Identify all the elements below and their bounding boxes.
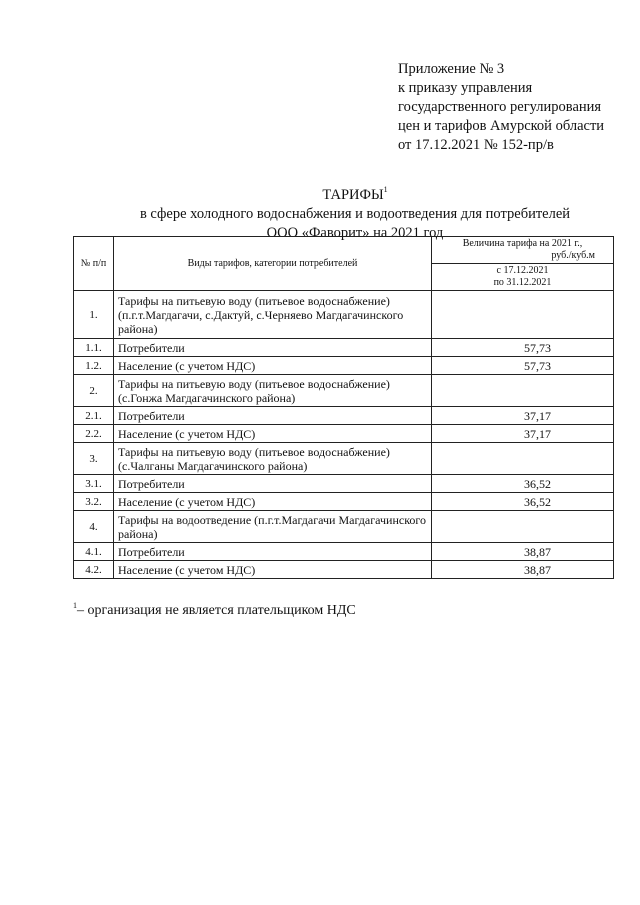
header-period-to: по 31.12.2021 — [493, 277, 552, 288]
header-num: № п/п — [74, 237, 114, 291]
row-value — [432, 543, 614, 561]
table-row — [74, 543, 614, 561]
header-value-unit: руб./куб.м — [551, 250, 595, 261]
row-value — [432, 561, 614, 579]
header-value — [432, 237, 614, 264]
row-num: 3. — [74, 443, 114, 475]
table-row — [74, 291, 614, 339]
footnote-mark: 1 — [383, 185, 388, 194]
row-kind: Потребители — [114, 407, 432, 425]
appendix-line: Приложение № 3 — [398, 61, 505, 77]
row-value — [432, 511, 614, 543]
row-kind: Потребители — [114, 543, 432, 561]
row-num: 4.1. — [74, 543, 114, 561]
table-row — [74, 425, 614, 443]
row-value — [432, 375, 614, 407]
row-kind: Потребители — [114, 475, 432, 493]
appendix-line: от 17.12.2021 № 152-пр/в — [398, 137, 554, 153]
row-num: 1.2. — [74, 357, 114, 375]
table-row — [74, 561, 614, 579]
table-row — [74, 407, 614, 425]
row-kind: Тарифы на питьевую воду (питьевое водоснабжение) (с.Гонжа Магдагачинского района) — [114, 375, 432, 407]
row-value — [432, 493, 614, 511]
table-row — [74, 339, 614, 357]
header-period — [432, 264, 614, 291]
row-kind: Население (с учетом НДС) — [114, 425, 432, 443]
table-row — [74, 357, 614, 375]
row-value — [432, 291, 614, 339]
row-value-text: 38,87 — [524, 544, 551, 559]
title-subtitle: в сфере холодного водоснабжения и водоотведения для потребителей — [139, 206, 571, 222]
row-num: 3.2. — [74, 493, 114, 511]
title-text: ТАРИФЫ — [322, 187, 384, 203]
row-num: 3.1. — [74, 475, 114, 493]
footnote-text: – организация не является плательщиком НДС — [77, 603, 356, 618]
row-num: 1. — [74, 291, 114, 339]
row-value — [432, 339, 614, 357]
row-value-text: 38,87 — [524, 562, 551, 577]
row-value — [432, 357, 614, 375]
tariffs-table — [73, 236, 614, 579]
row-value-text: 57,73 — [524, 340, 551, 355]
row-kind: Население (с учетом НДС) — [114, 357, 432, 375]
row-value-text: 37,17 — [524, 408, 551, 423]
row-value-text: 37,17 — [524, 426, 551, 441]
appendix-line: цен и тарифов Амурской области — [398, 118, 605, 134]
row-num: 2.1. — [74, 407, 114, 425]
row-num: 1.1. — [74, 339, 114, 357]
row-num: 2.2. — [74, 425, 114, 443]
row-kind: Тарифы на питьевую воду (питьевое водоснабжение) (с.Чалганы Магдагачинского района) — [114, 443, 432, 475]
row-num: 2. — [74, 375, 114, 407]
footnote-mark: 1 — [73, 601, 77, 610]
row-num: 4. — [74, 511, 114, 543]
footnote — [73, 598, 356, 619]
table-row — [74, 511, 614, 543]
row-value-text: 36,52 — [524, 494, 551, 509]
row-kind: Потребители — [114, 339, 432, 357]
header-period-from: с 17.12.2021 — [496, 265, 549, 276]
row-kind: Население (с учетом НДС) — [114, 493, 432, 511]
row-value-text: 57,73 — [524, 358, 551, 373]
row-value — [432, 425, 614, 443]
appendix-block — [398, 60, 604, 155]
header-kind: Виды тарифов, категории потребителей — [114, 237, 432, 291]
title-main — [110, 180, 600, 205]
document-title — [110, 180, 600, 243]
row-kind: Население (с учетом НДС) — [114, 561, 432, 579]
row-num: 4.2. — [74, 561, 114, 579]
row-value-text: 36,52 — [524, 476, 551, 491]
row-kind: Тарифы на питьевую воду (питьевое водоснабжение) (п.г.т.Магдагачи, с.Дактуй, с.Черняево Магдагачинского района) — [114, 291, 432, 339]
row-kind: Тарифы на водоотведение (п.г.т.Магдагачи Магдагачинского района) — [114, 511, 432, 543]
row-value — [432, 407, 614, 425]
title-organization: ООО «Фаворит» на 2021 год — [266, 225, 444, 241]
table-row — [74, 443, 614, 475]
table-row — [74, 493, 614, 511]
appendix-line: государственного регулирования — [398, 99, 602, 115]
table-row — [74, 375, 614, 407]
row-value — [432, 443, 614, 475]
table-row — [74, 475, 614, 493]
row-value — [432, 475, 614, 493]
header-value-title: Величина тарифа на 2021 г., — [462, 238, 583, 249]
appendix-line: к приказу управления — [398, 80, 533, 96]
